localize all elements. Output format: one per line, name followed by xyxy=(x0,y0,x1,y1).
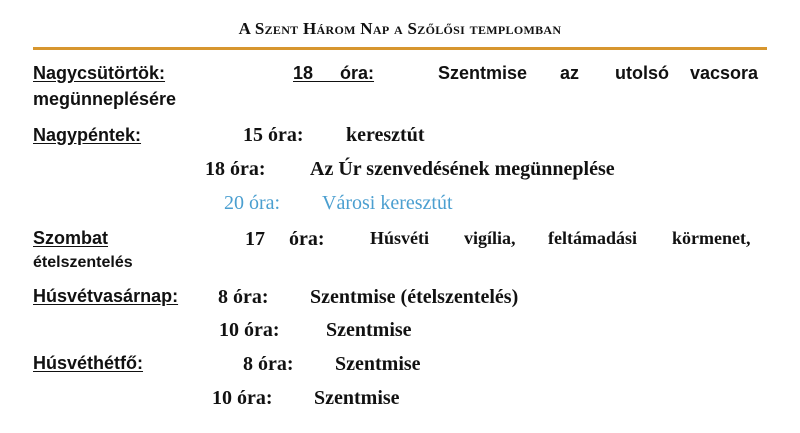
desc-sunday-2: Szentmise xyxy=(326,319,412,341)
desc-sunday-1: Szentmise (ételszentelés) xyxy=(310,286,519,308)
time-friday-3: 20 óra: xyxy=(224,192,281,214)
time-friday-2: 18 óra: xyxy=(205,158,266,180)
thursday-continuation: megünneplésére xyxy=(33,89,177,109)
time-monday-1: 8 óra: xyxy=(243,353,294,375)
time-sunday-1: 8 óra: xyxy=(218,286,269,308)
time-monday-2: 10 óra: xyxy=(212,387,273,409)
saturday-word-2: vigília, xyxy=(464,228,516,248)
title-divider xyxy=(33,47,767,50)
time-sunday-2: 10 óra: xyxy=(219,319,280,341)
day-label-monday: Húsvéthétfő: xyxy=(33,353,144,373)
time-saturday-num: 17 xyxy=(245,228,265,250)
day-label-sunday: Húsvétvasárnap: xyxy=(33,286,179,306)
day-label-friday: Nagypéntek: xyxy=(33,125,142,145)
thursday-word-3: utolsó xyxy=(615,63,669,83)
desc-monday-1: Szentmise xyxy=(335,353,421,375)
saturday-word-4: körmenet, xyxy=(672,228,751,248)
thursday-word-4: vacsora xyxy=(690,63,759,83)
desc-friday-3: Városi keresztút xyxy=(322,192,453,214)
time-friday-1: 15 óra: xyxy=(243,124,304,146)
desc-friday-2: Az Úr szenvedésének megünneplése xyxy=(310,158,615,180)
time-saturday-unit: óra: xyxy=(289,228,325,250)
page-title: A Szent Három Nap a Szőlősi templomban xyxy=(238,19,562,38)
time-thursday: 18 óra: xyxy=(293,63,375,83)
desc-friday-1: keresztút xyxy=(346,124,425,146)
thursday-word-2: az xyxy=(560,63,580,83)
saturday-word-1: Húsvéti xyxy=(370,228,430,248)
day-label-thursday: Nagycsütörtök: xyxy=(33,63,166,83)
desc-monday-2: Szentmise xyxy=(314,387,400,409)
saturday-word-3: feltámadási xyxy=(548,228,637,248)
saturday-continuation: ételszentelés xyxy=(33,254,133,271)
thursday-word-1: Szentmise xyxy=(438,63,528,83)
day-label-saturday: Szombat xyxy=(33,228,109,248)
